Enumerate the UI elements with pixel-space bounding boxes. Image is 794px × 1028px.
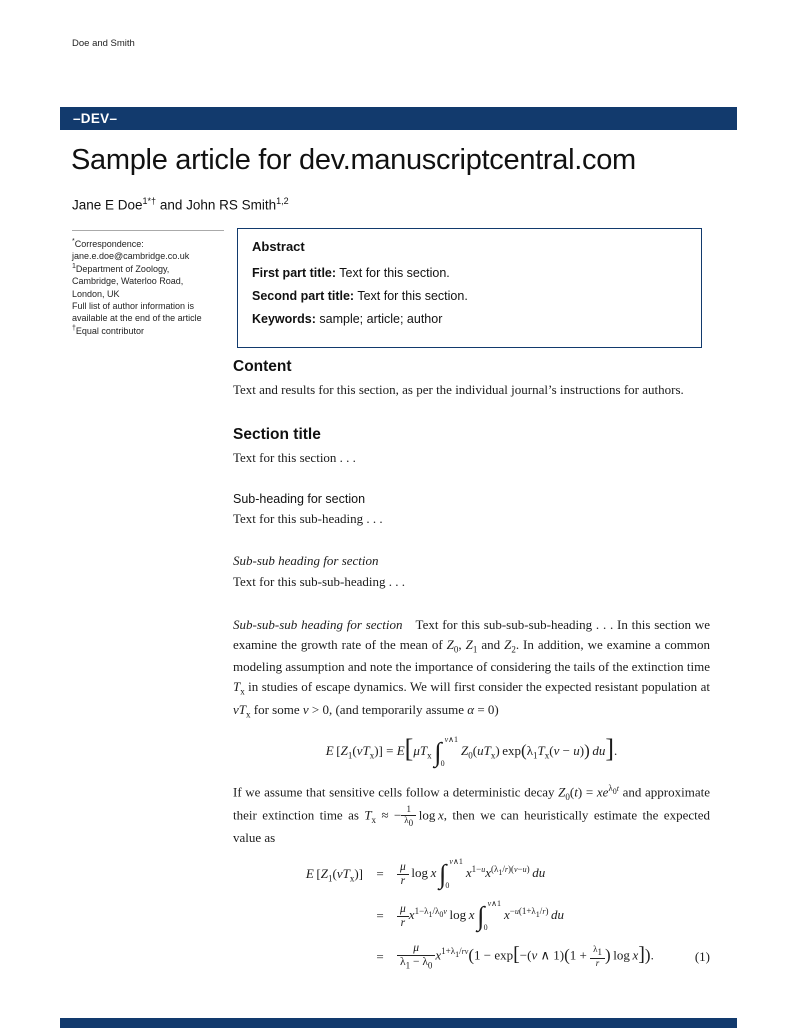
footer-rule: [60, 1018, 737, 1028]
equation-rhs: $\frac{\mu}{\lambda_1 - \lambda_0}$ $x^{1+\lambda_1/rv}(1 - \exp[-(v$ ∧ 1)(1 + $\frac{\lambda_1}{r}$ ) log x]).: [397, 942, 684, 971]
abstract-item-text: Text for this section.: [336, 266, 450, 280]
equation-rhs: $\frac{\mu}{r}$ log x ∫ v∧1 0 $x^{1-u}x^{(\lambda_1/r)(v-u)}$ du: [397, 858, 684, 890]
body-paragraph: Sub-sub-sub heading for section Text for this sub-sub-sub-heading . . . In this section we examine the growth rate of the mean of $Z_0$, $Z_1$ and $Z_2$. In addition, we examine a common modeling assumption and note the importance of considering the tails of the extinction time $T_x$ in studies of escape dynamics. We will first consider the expected resistant population at $vT_x$ for some v > 0, (and temporarily assume α = 0): [233, 616, 711, 720]
correspondence-email: jane.e.doe@cambridge.co.uk: [72, 251, 190, 262]
author-info-note: available at the end of the article: [72, 312, 202, 323]
body-paragraph: If we assume that sensitive cells follow a deterministic decay $Z_0(t) = xe^{\lambda_0t}$ and approximate their extinction time as $T_x$ ≈ − $\frac{1}{\lambda_0}$ log x, then we can heuristically estimate the expected value as: [233, 783, 710, 846]
abstract-item-text: sample; article; author: [315, 312, 443, 326]
running-head: Doe and Smith: [72, 38, 135, 49]
equals-sign: =: [376, 948, 384, 964]
author-info-note: Full list of author information is: [72, 300, 195, 311]
content-paragraph: Text and results for this section, as per the individual journal’s instructions for authors.: [233, 382, 684, 397]
equation-rhs: $\frac{\mu}{r}$ $x^{1-\lambda_1/\lambda_0v}$ log x ∫ v∧1 0 $x^{-u(1+\lambda_1/r)}$ du: [397, 900, 684, 932]
subsubsection-paragraph: Text for this sub-sub-heading . . .: [233, 574, 406, 590]
abstract-item-label: Keywords:: [252, 312, 316, 326]
correspondence-label: *Correspondence:: [72, 238, 144, 249]
authors-line: Jane E Doe$^{1*\dagger}$ and John RS Smith$^{1,2}$: [72, 196, 289, 213]
content-heading: Content: [233, 358, 292, 375]
equals-sign: =: [376, 908, 384, 924]
subsubsection-heading: Sub-sub heading for section: [233, 553, 379, 569]
affiliation-line: Cambridge, Waterloo Road,: [72, 276, 184, 287]
equation-display: E $[Z_1(vT_x)] = E[\mu T_x$ ∫ v∧1 0 $Z_0(uT_x) \exp(\lambda_1T_x(v - u))$ du].: [325, 734, 618, 769]
section-heading: Section title: [233, 426, 321, 444]
article-title: Sample article for dev.manuscriptcentral.com: [71, 144, 636, 176]
equation-row: [233, 858, 710, 890]
equation-row: [233, 942, 710, 971]
equation-lhs: E $[Z_1(vT_x)]$: [305, 865, 363, 884]
abstract-item-label: Second part title:: [252, 289, 355, 303]
affiliation-line: London, UK: [72, 288, 120, 299]
equation-row: [233, 900, 710, 932]
abstract-item-label: First part title:: [252, 266, 337, 280]
correspondence-note: [72, 230, 224, 337]
abstract-item: [252, 266, 689, 280]
abstract-heading: Abstract: [252, 239, 305, 254]
equation-block: [233, 858, 710, 971]
dev-banner-label: –DEV–: [73, 111, 118, 126]
subsection-paragraph: Text for this sub-heading . . .: [233, 511, 383, 527]
abstract-box: [237, 228, 702, 348]
equation-number: (1): [694, 948, 710, 964]
abstract-item: [252, 312, 689, 326]
equal-contributor-note: †Equal contributor: [72, 324, 144, 336]
abstract-item: [252, 289, 689, 303]
subsection-heading: Sub-heading for section: [233, 492, 366, 507]
dev-banner: [60, 107, 737, 130]
abstract-item-text: Text for this section.: [354, 289, 468, 303]
main-column: [233, 358, 710, 981]
equals-sign: =: [376, 866, 384, 882]
affiliation-line: $^1$Department of Zoology,: [72, 263, 170, 275]
section-paragraph: Text for this section . . .: [233, 450, 356, 466]
